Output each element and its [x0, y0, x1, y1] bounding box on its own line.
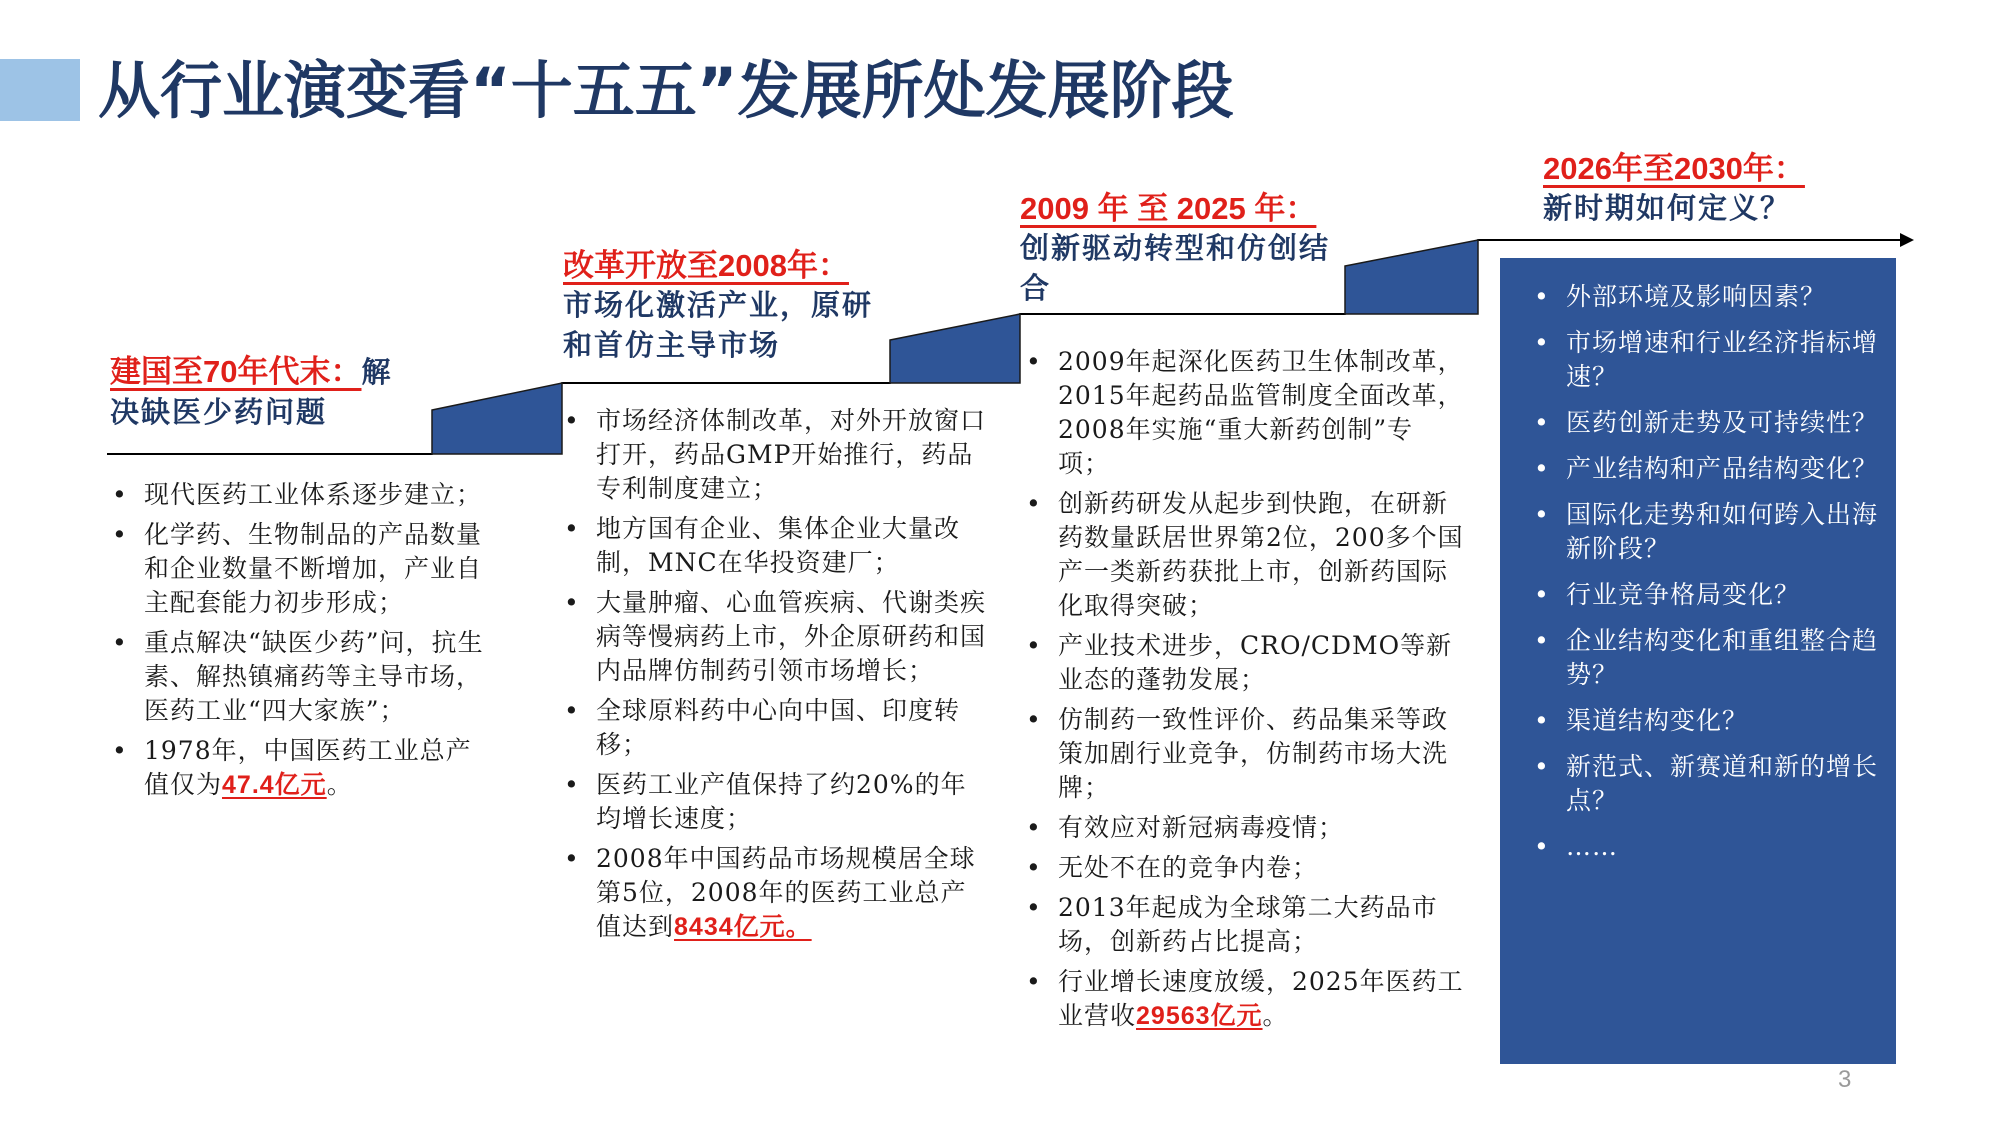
stage-1-points [108, 478, 486, 808]
list-item: • 地方国有企业、集体企业大量改制，MNC在华投资建厂； [560, 512, 990, 580]
stage-2-points [560, 404, 990, 950]
highlight-value: 47.4亿元 [222, 771, 327, 799]
list-item: • 医药工业产值保持了约20%的年均增长速度； [560, 768, 990, 836]
stage-4-period: 2026年至2030年： [1543, 151, 1805, 186]
list-item: • 大量肿瘤、心血管疾病、代谢类疾病等慢病药上市，外企原研药和国内品牌仿制药引领市场增长； [560, 586, 990, 688]
stair-step-2 [890, 314, 1020, 383]
page-number: 3 [1838, 1066, 1852, 1093]
stage-1-period: 建国至70年代末： [110, 354, 362, 389]
list-item: • 企业结构变化和重组整合趋势？ [1530, 624, 1886, 692]
stage-3-header [1020, 190, 1350, 308]
stage-1-theme-start: 解 [361, 355, 393, 389]
list-item: • 2008年中国药品市场规模居全球第5位，2008年的医药工业总产值达到8434亿元。 [560, 842, 990, 944]
list-item: • 新范式、新赛道和新的增长点？ [1530, 750, 1886, 818]
list-item: • 2013年起成为全球第二大药品市场，创新药占比提高； [1022, 891, 1464, 959]
stair-step-1 [432, 383, 562, 454]
list-item: • 1978年，中国医药工业总产值仅为47.4亿元。 [108, 734, 486, 802]
list-item: • 重点解决“缺医少药”问，抗生素、解热镇痛药等主导市场，医药工业“四大家族”； [108, 626, 486, 728]
list-item: • 创新药研发从起步到快跑，在研新药数量跃居世界第2位，200多个国产一类新药获批上市，创新药国际化取得突破； [1022, 487, 1464, 623]
list-item: • 外部环境及影响因素？ [1530, 280, 1886, 314]
stage-2-period: 改革开放至2008年： [563, 248, 849, 283]
list-item: • 产业结构和产品结构变化？ [1530, 452, 1886, 486]
list-item: • 仿制药一致性评价、药品集采等政策加剧行业竞争，仿制药市场大洗牌； [1022, 703, 1464, 805]
list-item: • 渠道结构变化？ [1530, 704, 1886, 738]
list-item: • 医药创新走势及可持续性？ [1530, 406, 1886, 440]
list-item: • 市场经济体制改革，对外开放窗口打开，药品GMP开始推行，药品专利制度建立； [560, 404, 990, 506]
stage-4-theme: 新时期如何定义？ [1543, 191, 1792, 225]
stage-4-panel [1500, 258, 1896, 1064]
highlight-value: 8434亿元。 [674, 913, 812, 941]
stage-3-theme: 创新驱动转型和仿创结合 [1020, 231, 1331, 305]
list-item: • 国际化走势和如何跨入出海新阶段？ [1530, 498, 1886, 566]
list-item: • …… [1530, 830, 1886, 864]
page-title: 从行业演变看“十五五”发展所处发展阶段 [98, 54, 1234, 127]
list-item: • 行业增长速度放缓，2025年医药工业营收29563亿元。 [1022, 965, 1464, 1033]
list-item: • 行业竞争格局变化？ [1530, 578, 1886, 612]
stage-4-points [1500, 258, 1896, 864]
list-item: • 市场增速和行业经济指标增速？ [1530, 326, 1886, 394]
stage-2-header [563, 247, 893, 365]
list-item: • 2009年起深化医药卫生体制改革，2015年起药品监管制度全面改革，2008年实施“重大新药创制”专项； [1022, 345, 1464, 481]
stage-4-header [1543, 150, 1963, 228]
stage-1-theme: 决缺医少药问题 [110, 395, 328, 429]
timeline-arrowhead [1900, 233, 1914, 247]
highlight-value: 29563亿元 [1136, 1002, 1263, 1030]
stair-step-3 [1345, 240, 1478, 314]
list-item: • 全球原料药中心向中国、印度转移； [560, 694, 990, 762]
list-item: • 有效应对新冠病毒疫情； [1022, 811, 1464, 845]
list-item: • 化学药、生物制品的产品数量和企业数量不断增加，产业自主配套能力初步形成； [108, 518, 486, 620]
stage-3-period: 2009 年 至 2025 年： [1020, 191, 1317, 226]
stage-1-header [110, 352, 430, 432]
list-item: • 现代医药工业体系逐步建立； [108, 478, 486, 512]
stage-3-points [1022, 345, 1464, 1039]
stage-2-theme: 市场化激活产业，原研和首仿主导市场 [563, 288, 874, 362]
list-item: • 无处不在的竞争内卷； [1022, 851, 1464, 885]
list-item: • 产业技术进步，CRO/CDMO等新业态的蓬勃发展； [1022, 629, 1464, 697]
